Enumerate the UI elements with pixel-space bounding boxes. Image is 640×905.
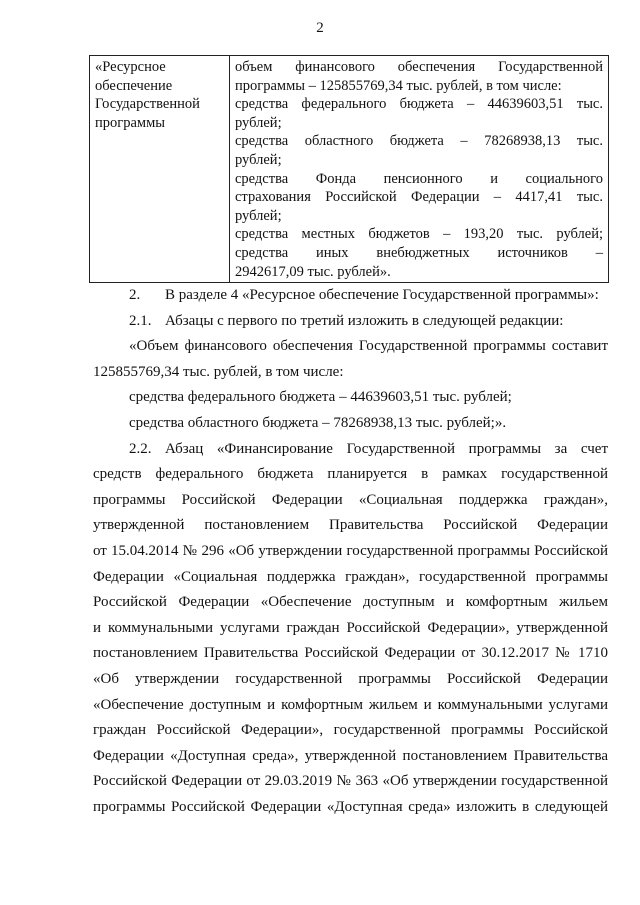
cell-line: страхования Российской Федерации – 4417,41 тыс.	[235, 189, 603, 206]
paragraph-line: Российской Федерации от 29.03.2019 № 363 «Об утверждении государственной	[93, 773, 608, 790]
item-number: 2.1.	[129, 312, 152, 329]
paragraph-line: «Об утверждении государственной программы Российской Федерации	[93, 670, 608, 687]
paragraph-line: Российской Федерации «Обеспечение доступным и комфортным жильем	[93, 594, 608, 611]
table-cell-value	[230, 56, 609, 283]
quote-line: 125855769,34 тыс. рублей, в том числе:	[93, 363, 344, 380]
paragraph-item-2-1	[93, 309, 608, 335]
item-number: 2.2.	[129, 440, 152, 457]
cell-line: средства федерального бюджета – 44639603,51 тыс.	[235, 96, 603, 113]
cell-line: средства областного бюджета – 78268938,13 тыс.	[235, 133, 603, 150]
paragraph-line: средств федерального бюджета планируется в рамках государственной	[93, 466, 608, 483]
paragraph-line: Федерации «Доступная среда», утвержденной постановлением Правительства	[93, 747, 608, 764]
paragraph-line: Федерации «Социальная поддержка граждан», государственной программы	[93, 568, 608, 585]
paragraph-text: В разделе 4 «Ресурсное обеспечение Государственной программы»:	[165, 287, 599, 303]
paragraph-line: постановлением Правительства Российской Федерации от 30.12.2017 № 1710	[93, 645, 608, 662]
table-cell-label	[90, 56, 230, 283]
cell-line: рублей;	[235, 207, 282, 224]
cell-line: программы – 125855769,34 тыс. рублей, в том числе:	[235, 77, 562, 94]
item-number: 2.	[129, 287, 141, 303]
quote-line: средства федерального бюджета – 44639603,51 тыс. рублей;	[129, 389, 512, 406]
paragraph-line: программы Российской Федерации «Доступная среда» изложить в следующей	[93, 798, 608, 815]
cell-line: обеспечение	[95, 77, 173, 94]
cell-line: рублей;	[235, 114, 282, 131]
paragraph-line: граждан Российской Федерации», государственной программы Российской	[93, 722, 608, 739]
quote-line: «Объем финансового обеспечения Государственной программы составит	[129, 338, 608, 355]
cell-line: 2942617,09 тыс. рублей».	[235, 263, 391, 280]
cell-line: «Ресурсное	[95, 59, 166, 75]
cell-line: средства местных бюджетов – 193,20 тыс. рублей;	[235, 226, 603, 243]
paragraph-line: утвержденной постановлением Правительства Российской Федерации	[93, 517, 608, 534]
page-number: 2	[316, 20, 324, 36]
cell-line: Государственной	[95, 96, 200, 113]
cell-line: объем финансового обеспечения Государственной	[235, 59, 603, 75]
quote-line: средства областного бюджета – 78268938,13 тыс. рублей;».	[129, 414, 507, 431]
paragraph-line: и коммунальными услугами граждан Российской Федерации», утвержденной	[93, 619, 608, 636]
resource-table	[89, 55, 609, 283]
paragraph-item-2-2	[93, 437, 608, 463]
paragraph-text: Абзац «Финансирование Государственной программы за счет	[165, 440, 608, 457]
paragraph-item-2	[93, 283, 608, 309]
paragraph-text: Абзацы с первого по третий изложить в следующей редакции:	[165, 312, 564, 329]
cell-line: программы	[95, 114, 165, 131]
paragraph-line: «Обеспечение доступным и комфортным жильем и коммунальными услугами	[93, 696, 608, 713]
document-body	[93, 283, 608, 820]
cell-line: средства иных внебюджетных источников –	[235, 244, 603, 261]
cell-line: рублей;	[235, 151, 282, 168]
table-row	[90, 56, 609, 283]
cell-line: средства Фонда пенсионного и социального	[235, 170, 603, 187]
paragraph-line: программы Российской Федерации «Социальная поддержка граждан»,	[93, 491, 608, 508]
paragraph-line: от 15.04.2014 № 296 «Об утверждении государственной программы Российской	[93, 542, 608, 559]
